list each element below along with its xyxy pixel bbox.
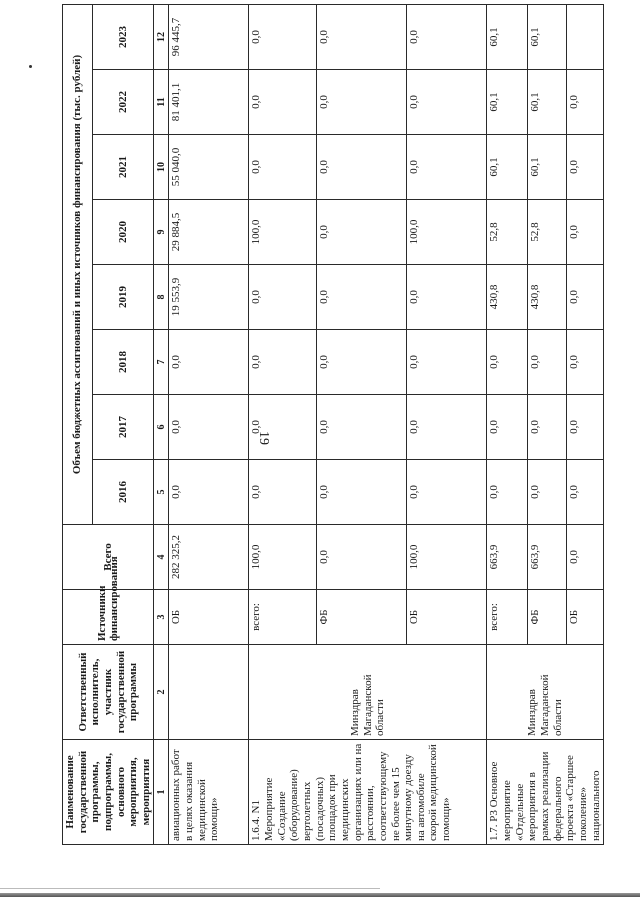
year-value-cell: 0,0 (407, 70, 487, 135)
header-year: 2018 (92, 330, 154, 395)
year-value-cell: 0,0 (407, 460, 487, 525)
year-value-cell: 0,0 (249, 70, 317, 135)
header-year: 2017 (92, 395, 154, 460)
year-value-cell: 0,0 (567, 135, 604, 200)
source-cell: ОБ (567, 590, 604, 645)
total-cell: 0,0 (317, 525, 407, 590)
column-number: 6 (154, 395, 169, 460)
year-value-cell: 0,0 (317, 460, 407, 525)
scan-dot (29, 65, 32, 68)
year-value-cell: 0,0 (567, 330, 604, 395)
header-funding-group: Объем бюджетных ассигнований и иных источников финансирования (тыс. рублей) (63, 4, 93, 524)
year-value-cell: 0,0 (317, 200, 407, 265)
year-value-cell: 0,0 (169, 330, 249, 395)
year-value-cell: 0,0 (249, 460, 317, 525)
year-value-cell: 0,0 (169, 460, 249, 525)
table-row (487, 4, 528, 844)
year-value-cell: 19 553,9 (169, 265, 249, 330)
year-value-cell: 0,0 (528, 395, 567, 460)
column-number: 11 (154, 70, 169, 135)
year-value-cell: 0,0 (317, 135, 407, 200)
year-value-cell: 0,0 (317, 330, 407, 395)
column-number: 5 (154, 460, 169, 525)
year-value-cell: 52,8 (528, 200, 567, 265)
total-cell: 663,9 (487, 525, 528, 590)
year-value-cell: 0,0 (567, 460, 604, 525)
column-number: 2 (154, 645, 169, 740)
funding-table (62, 4, 604, 845)
year-value-cell: 0,0 (487, 395, 528, 460)
header-year: 2019 (92, 265, 154, 330)
year-value-cell: 0,0 (528, 460, 567, 525)
year-value-cell: 0,0 (407, 395, 487, 460)
measure-name-cell: 1.6.4. N1 Мероприятие «Создание (оборудование) вертолетных (посадочных) площадок при медицинских организациях или на расстоянии, соответствующему не более чем 15 минутному доезду на автомобиле скорой медицинской помощи» (249, 740, 487, 845)
year-value-cell: 0,0 (249, 265, 317, 330)
total-cell: 0,0 (567, 525, 604, 590)
year-value-cell: 430,8 (487, 265, 528, 330)
total-cell: 100,0 (249, 525, 317, 590)
column-number: 7 (154, 330, 169, 395)
year-value-cell: 81 401,1 (169, 70, 249, 135)
year-value-cell: 0,0 (567, 395, 604, 460)
source-cell: ФБ (317, 590, 407, 645)
year-value-cell: 52,8 (487, 200, 528, 265)
year-value-cell: 0,0 (567, 70, 604, 135)
year-value-cell: 60,1 (487, 70, 528, 135)
year-value-cell: 60,1 (528, 135, 567, 200)
year-value-cell: 0,0 (249, 395, 317, 460)
scan-bottom-edge (0, 893, 640, 897)
header-executor-col: Ответственный исполнитель, участник государственной программы (63, 645, 154, 740)
measure-name-cell: 1.7. Р3 Основное мероприятие «Отдельные мероприятия в рамках реализации федерального проекта «Старшее поколение» национального (487, 740, 604, 845)
year-value-cell: 0,0 (487, 460, 528, 525)
year-value-cell: 0,0 (317, 70, 407, 135)
year-value-cell: 60,1 (528, 4, 567, 69)
table-row (169, 4, 249, 844)
header-year: 2022 (92, 70, 154, 135)
year-value-cell: 60,1 (528, 70, 567, 135)
year-value-cell: 0,0 (249, 135, 317, 200)
year-value-cell: 100,0 (249, 200, 317, 265)
executor-cell: Минздрав Магаданской области (487, 645, 604, 740)
year-value-cell: 0,0 (567, 200, 604, 265)
year-value-cell: 0,0 (487, 330, 528, 395)
year-value-cell: 0,0 (249, 4, 317, 69)
page-number: 19 (256, 431, 271, 445)
rotated-table-container (62, 5, 602, 845)
header-total-col: Всего (63, 525, 154, 590)
total-cell: 663,9 (528, 525, 567, 590)
source-cell: ФБ (528, 590, 567, 645)
header-year: 2023 (92, 4, 154, 69)
year-value-cell: 60,1 (487, 135, 528, 200)
year-value-cell: 29 884,5 (169, 200, 249, 265)
year-value-cell: 55 040,0 (169, 135, 249, 200)
year-value-cell: 0,0 (407, 135, 487, 200)
column-number: 10 (154, 135, 169, 200)
year-value-cell: 430,8 (528, 265, 567, 330)
source-cell: ОБ (169, 590, 249, 645)
year-value-cell: 0,0 (528, 330, 567, 395)
year-value-cell: 0,0 (169, 395, 249, 460)
header-year: 2020 (92, 200, 154, 265)
year-value-cell: 60,1 (487, 4, 528, 69)
source-cell: всего: (249, 590, 317, 645)
header-year: 2016 (92, 460, 154, 525)
year-value-cell: 0,0 (407, 330, 487, 395)
column-number: 8 (154, 265, 169, 330)
scan-edge-line (0, 888, 380, 889)
header-source-col: Источники финансирования (63, 590, 154, 645)
source-cell: ОБ (407, 590, 487, 645)
year-value-cell: 0,0 (317, 4, 407, 69)
total-cell: 282 325,2 (169, 525, 249, 590)
total-cell: 100,0 (407, 525, 487, 590)
year-value-cell: 96 445,7 (169, 4, 249, 69)
column-number: 12 (154, 4, 169, 69)
header-year: 2021 (92, 135, 154, 200)
year-value-cell: 0,0 (317, 395, 407, 460)
year-value-cell: 0,0 (317, 265, 407, 330)
executor-cell (169, 645, 249, 740)
header-name-col: Наименование государственной программы, подпрограммы, основного мероприятия, мероприятия (63, 740, 154, 845)
column-number: 3 (154, 590, 169, 645)
executor-cell: Минздрав Магаданской области (249, 645, 487, 740)
year-value-cell: 0,0 (407, 265, 487, 330)
column-number: 4 (154, 525, 169, 590)
source-cell: всего: (487, 590, 528, 645)
measure-name-cell: авиационных работ в целях оказания медицинской помощи» (169, 740, 249, 845)
year-value-cell: 0,0 (249, 330, 317, 395)
table-row (249, 4, 317, 844)
year-value-cell: 0,0 (567, 265, 604, 330)
column-number: 9 (154, 200, 169, 265)
year-value-cell: 0,0 (407, 4, 487, 69)
column-number: 1 (154, 740, 169, 845)
year-value-cell (567, 4, 604, 69)
year-value-cell: 100,0 (407, 200, 487, 265)
